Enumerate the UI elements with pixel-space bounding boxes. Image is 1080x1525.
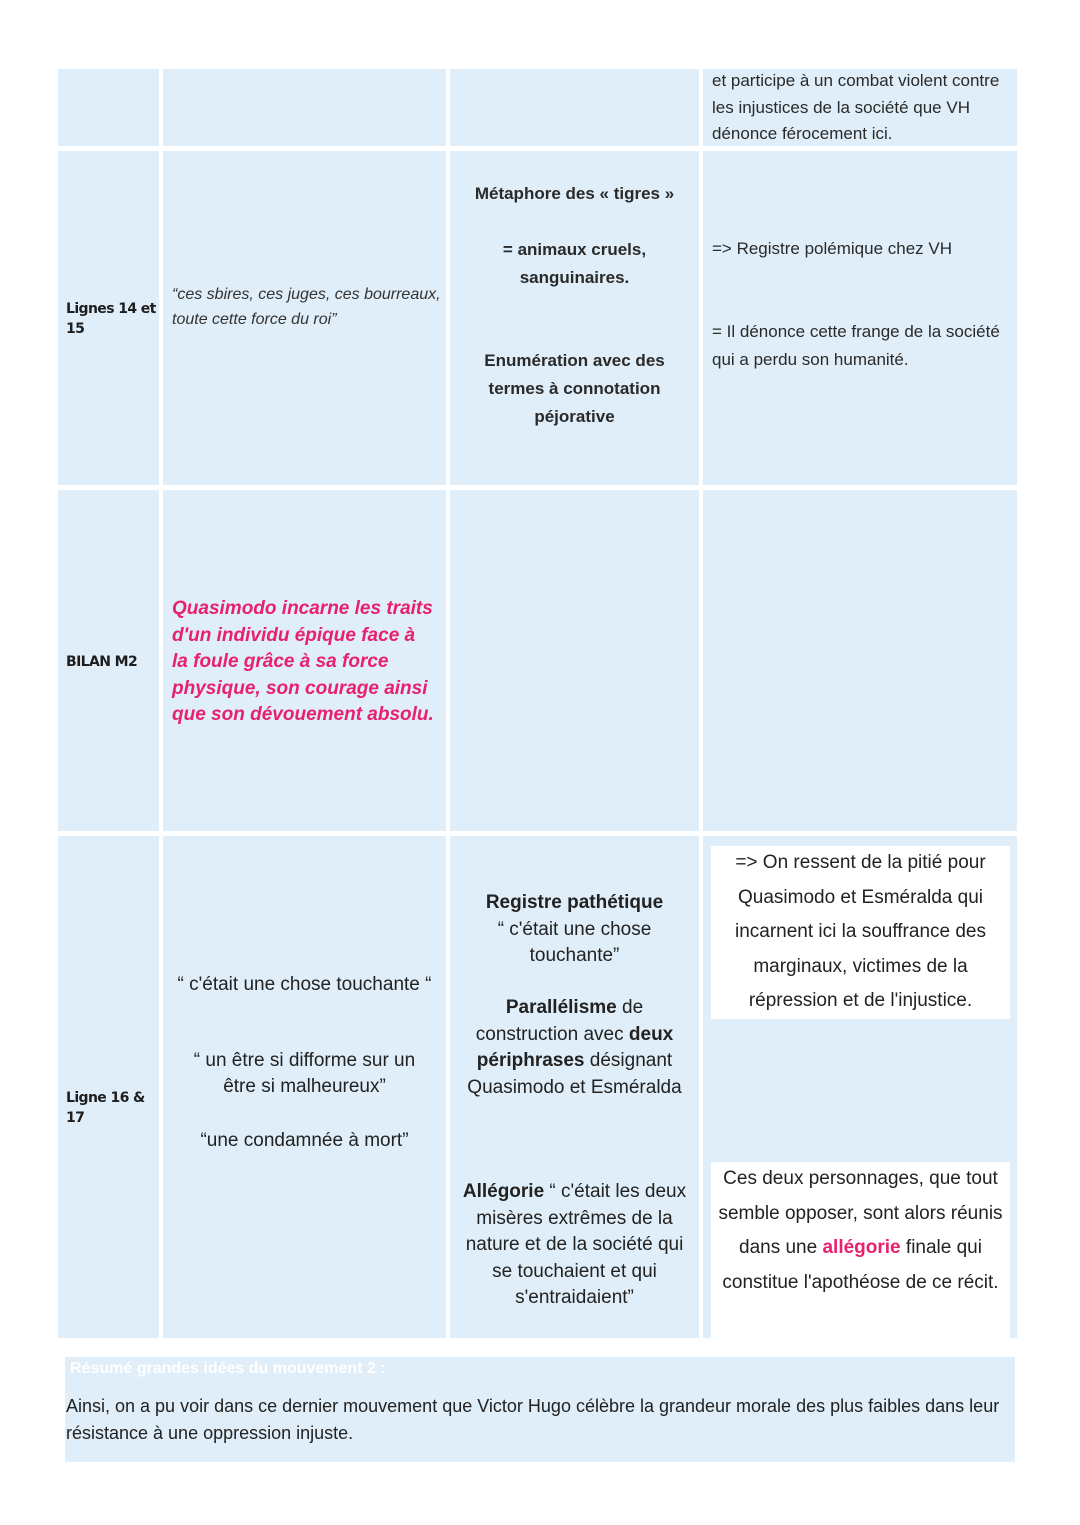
row3-quote-condamnee: “une condamnée à mort” [200,1130,409,1151]
allegorie-keyword: Allégorie [462,1181,545,1202]
row0-interpretation-cell [703,69,1017,146]
parallelisme-keyword: Parallélisme [505,997,617,1018]
allegorie-highlight: allégorie [822,1237,901,1258]
row3-interpretation-pitie: => On ressent de la pitié pour Quasimodo et Esméralda qui incarnent ici la souffrance des marginaux, victimes de la répression et de l'injustice. [711,846,1010,1019]
row3-interpretation-cell [703,836,1017,1338]
row1-interpretation-denounce: = Il dénonce cette frange de la société qui a perdu son humanité. [712,322,1000,369]
row1-analysis-metaphor: Métaphore des « tigres » [474,184,675,203]
parallelisme-text-1: de construction avec [475,997,644,1045]
row2-label-cell [58,490,159,831]
row1-interpretation-register: => Registre polémique chez VH [712,239,953,258]
row3-analysis-cell [450,836,699,1338]
row0-analysis-cell [450,69,699,146]
pathetique-keyword: Registre pathétique [485,892,664,913]
row1-interpretation-cell [703,151,1017,485]
row1-quote-cell [163,151,446,485]
allegorie-sentence-end: finale qui constitue l'apothéose de ce récit. [722,1237,999,1293]
row3-label-cell [58,836,159,1338]
row0-quote-cell [163,69,446,146]
row2-interpretation-cell [703,490,1017,831]
row3-quote-cell [163,836,446,1338]
row0-interpretation-text: et participe à un combat violent contre les injustices de la société que VH dénonce férocement ici. [712,71,1000,143]
bilan-text: Quasimodo incarne les traits d'un individu épique face à la foule grâce à sa force physique, son courage ainsi que son dévouement absolu. [172,598,434,725]
row3-analysis-allegorie [450,1179,699,1312]
summary-text: Ainsi, on a pu voir dans ce dernier mouvement que Victor Hugo célèbre la grandeur morale des plus faibles dans leur résistance à une oppression injuste. [66,1396,1000,1443]
row1-analysis-enumeration: Enumération avec des termes à connotation péjorative [484,351,665,426]
row2-label: BILAN M2 [66,654,138,670]
allegorie-quote: “ c'était les deux misères extrêmes de la nature et de la société qui se touchaient et qui s'entraidaient” [465,1181,687,1308]
row3-quote-difforme: “ un être si difforme sur un être si malheureux” [193,1050,416,1097]
row3-label: Ligne 16 & 17 [66,1090,145,1126]
row2-analysis-cell [450,490,699,831]
row3-interpretation-allegorie [711,1162,1010,1338]
row3-quote-touchante: “ c'était une chose touchante “ [177,974,432,995]
row3-analysis-parallelisme [450,995,699,1101]
row0-label-cell [58,69,159,146]
row1-analysis-cell [450,151,699,485]
pathetique-quote: “ c'était une chose touchante” [497,918,652,966]
row1-quote: “ces sbires, ces juges, ces bourreaux, toute cette force du roi” [172,286,441,328]
row1-analysis-meaning: = animaux cruels, sanguinaires. [502,240,647,287]
row1-label: Lignes 14 et 15 [66,301,156,337]
parallelisme-text-2: désignant Quasimodo et Esméralda [467,1050,682,1098]
summary-box [65,1357,1015,1462]
summary-title: Résumé grandes idées du mouvement 2 : [70,1360,386,1377]
row1-label-cell [58,151,159,485]
allegorie-sentence-start: Ces deux personnages, que tout semble opposer, sont alors réunis dans une [718,1168,1003,1258]
periphrases-keyword: deux périphrases [476,1023,674,1071]
row3-analysis-pathetique [450,890,699,970]
row2-quote-cell [163,490,446,831]
